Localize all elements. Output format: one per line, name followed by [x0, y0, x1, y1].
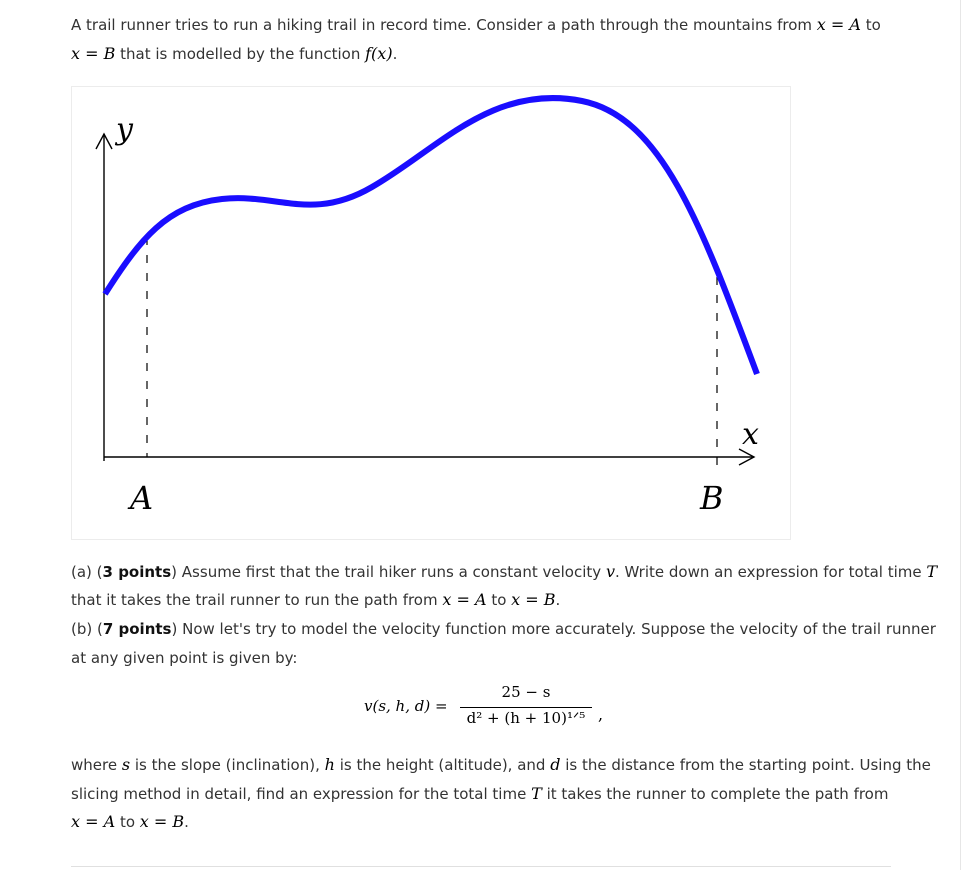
closing-line-2: slicing method in detail, find an expression for the total time T it takes the runner to complete the path from: [71, 784, 889, 803]
part-b-line-2: at any given point is given by:: [71, 649, 298, 667]
a-label: A: [130, 479, 154, 517]
formula-denominator: d² + (h + 10)¹ᐟ⁵: [466, 709, 586, 727]
trail-curve: [105, 98, 757, 374]
page-border: [960, 0, 961, 870]
part-b-points: 7 points: [102, 620, 172, 638]
math-x-equals-b: x = B: [71, 44, 116, 63]
trail-graph: [72, 87, 792, 541]
b-label: B: [700, 479, 724, 517]
trail-figure: [71, 86, 791, 540]
part-a-line-2: that it takes the trail runner to run the path from x = A to x = B.: [71, 590, 561, 609]
closing-line-3: x = A to x = B.: [71, 812, 189, 831]
bottom-divider: [71, 866, 891, 867]
part-b-line-1: (b) (7 points) Now let's try to model the velocity function more accurately. Suppose the velocity of the trail runner: [71, 620, 936, 638]
formula-lhs: v(s, h, d) =: [364, 697, 448, 715]
math-x-equals-a: x = A: [816, 15, 861, 34]
closing-line-1: where s is the slope (inclination), h is the height (altitude), and d is the distance from the starting point. Using the: [71, 755, 931, 774]
fraction-bar: [460, 707, 592, 708]
formula-comma: ,: [598, 705, 604, 724]
intro-line-1: A trail runner tries to run a hiking trail in record time. Consider a path through the mountains from x = A to: [71, 15, 881, 34]
x-axis-label: x: [742, 417, 759, 452]
part-a-line-1: (a) (3 points) Assume first that the trail hiker runs a constant velocity v. Write down an expression for total time T: [71, 562, 938, 581]
intro-line-2: x = B that is modelled by the function f(x).: [71, 44, 398, 63]
part-a-points: 3 points: [102, 563, 172, 581]
y-axis-label: y: [116, 112, 133, 147]
formula-numerator: 25 − s: [501, 683, 551, 701]
math-f-of-x: f(x): [365, 44, 393, 63]
